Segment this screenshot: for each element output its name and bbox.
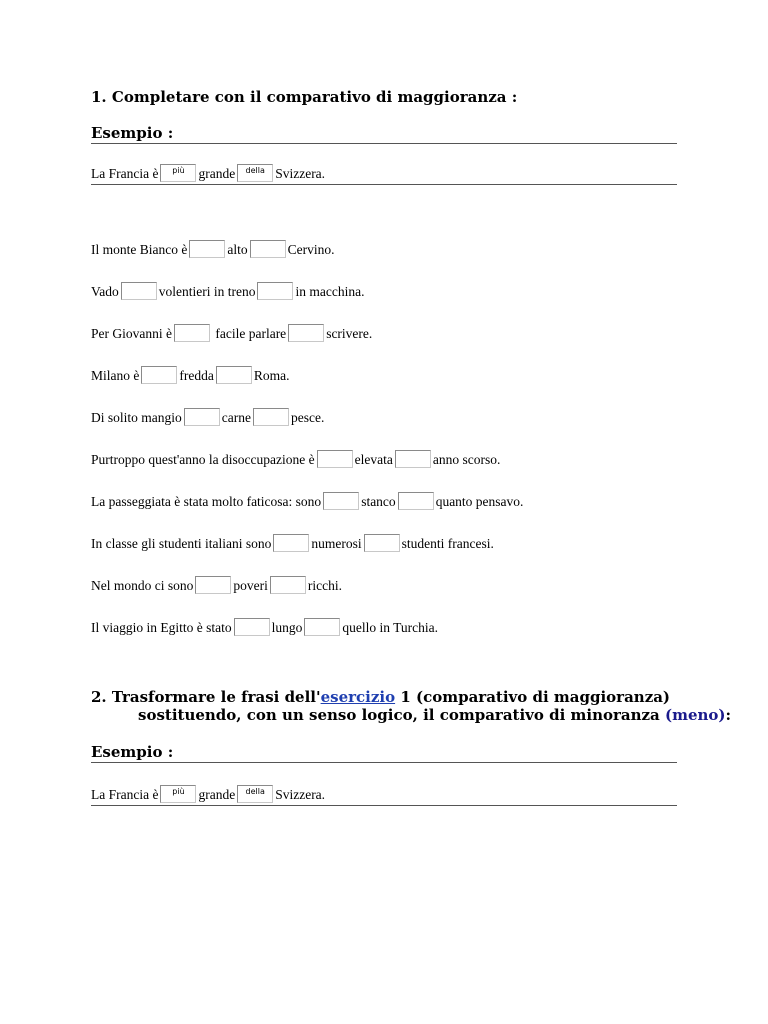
example-answer-box-2[interactable]	[237, 164, 273, 182]
exercise-2-title-line2-end: :	[725, 706, 732, 724]
sentence-text: poveri	[233, 578, 268, 593]
sentence-text: anno scorso.	[432, 452, 501, 467]
answer-box-6-1[interactable]	[317, 450, 353, 468]
sentence-text: numerosi	[311, 536, 362, 551]
sentence-text: Di solito mangio	[91, 410, 182, 425]
answer-box-8-1[interactable]	[273, 534, 309, 552]
exercise-2-number: 2.	[91, 688, 107, 706]
exercise-2-example-label: Esempio :	[91, 743, 677, 763]
exercise-1-number: 1.	[91, 88, 107, 106]
sentence-line-10	[91, 616, 438, 638]
answer-box-6-2[interactable]	[395, 450, 431, 468]
example-answer-1: più	[172, 166, 185, 175]
example2-answer-box-1[interactable]	[160, 785, 196, 803]
answer-box-10-1[interactable]	[234, 618, 270, 636]
answer-box-3-1[interactable]	[174, 324, 210, 342]
sentence-text: In classe gli studenti italiani sono	[91, 536, 272, 551]
sentence-text: Roma.	[253, 368, 290, 383]
sentence-text: Milano è	[91, 368, 140, 383]
answer-box-5-2[interactable]	[253, 408, 289, 426]
sentence-text: pesce.	[290, 410, 325, 425]
sentence-text: elevata	[354, 452, 393, 467]
sentence-text: lungo	[271, 620, 303, 635]
sentence-text: La passeggiata è stata molto faticosa: sono	[91, 494, 322, 509]
sentence-line-4	[91, 364, 289, 386]
exercise-2-example-line	[91, 783, 677, 806]
example-text-1: La Francia è	[91, 166, 159, 181]
sentence-text: facile parlare	[211, 326, 287, 341]
example2-text-1: La Francia è	[91, 787, 159, 802]
answer-box-2-2[interactable]	[257, 282, 293, 300]
sentence-text: in macchina.	[295, 284, 365, 299]
sentence-line-7	[91, 490, 523, 512]
exercise-2-heading	[91, 688, 731, 724]
sentence-text: Nel mondo ci sono	[91, 578, 194, 593]
sentence-line-1	[91, 238, 334, 260]
example-answer-box-1[interactable]	[160, 164, 196, 182]
example-answer-2: della	[245, 166, 265, 175]
answer-box-4-1[interactable]	[141, 366, 177, 384]
example2-answer-box-2[interactable]	[237, 785, 273, 803]
sentence-text: quello in Turchia.	[342, 620, 439, 635]
answer-box-3-2[interactable]	[288, 324, 324, 342]
sentence-line-8	[91, 532, 494, 554]
sentence-text: Cervino.	[287, 242, 335, 257]
sentence-text: fredda	[179, 368, 214, 383]
example2-answer-2: della	[245, 787, 265, 796]
sentence-text: ricchi.	[307, 578, 342, 593]
exercise-2-title-line2-text: sostituendo, con un senso logico, il comparativo di minoranza	[138, 706, 665, 724]
exercise-2-title-part2: 1 (comparativo di maggioranza)	[395, 688, 671, 706]
example2-text-2: grande	[198, 787, 236, 802]
sentence-text: Per Giovanni è	[91, 326, 172, 341]
sentence-line-5	[91, 406, 324, 428]
example2-text-3: Svizzera.	[275, 787, 326, 802]
answer-box-9-2[interactable]	[270, 576, 306, 594]
answer-box-9-1[interactable]	[195, 576, 231, 594]
answer-box-2-1[interactable]	[121, 282, 157, 300]
meno-keyword: (meno)	[665, 706, 726, 724]
sentence-text: scrivere.	[326, 326, 373, 341]
answer-box-10-2[interactable]	[304, 618, 340, 636]
exercise-link[interactable]: esercizio	[320, 688, 396, 706]
sentence-text: Vado	[91, 284, 119, 299]
sentence-text: Il viaggio in Egitto è stato	[91, 620, 232, 635]
sentence-text: Purtroppo quest'anno la disoccupazione è	[91, 452, 315, 467]
sentence-line-6	[91, 448, 500, 470]
answer-box-1-1[interactable]	[189, 240, 225, 258]
sentence-line-9	[91, 574, 342, 596]
sentence-text: Il monte Bianco è	[91, 242, 188, 257]
answer-box-4-2[interactable]	[216, 366, 252, 384]
sentence-text: stanco	[361, 494, 396, 509]
answer-box-5-1[interactable]	[184, 408, 220, 426]
example-text-2: grande	[198, 166, 236, 181]
answer-box-1-2[interactable]	[250, 240, 286, 258]
sentence-text: alto	[227, 242, 248, 257]
exercise-2-title-part1: Trasformare le frasi dell'	[111, 688, 321, 706]
sentence-text: quanto pensavo.	[435, 494, 524, 509]
sentence-text: carne	[221, 410, 251, 425]
exercise-1-example-label: Esempio :	[91, 124, 677, 144]
sentence-text: volentieri in treno	[158, 284, 256, 299]
exercise-1-example-line	[91, 162, 677, 185]
exercise-1-heading	[91, 88, 517, 106]
example2-answer-1: più	[172, 787, 185, 796]
exercise-1-title: Completare con il comparativo di maggioranza :	[111, 88, 518, 106]
sentence-text: studenti francesi.	[401, 536, 494, 551]
sentence-line-2	[91, 280, 364, 302]
example-text-3: Svizzera.	[275, 166, 326, 181]
sentence-line-3	[91, 322, 372, 344]
answer-box-7-2[interactable]	[398, 492, 434, 510]
answer-box-8-2[interactable]	[364, 534, 400, 552]
exercise-2-title-line2	[91, 706, 731, 724]
answer-box-7-1[interactable]	[323, 492, 359, 510]
